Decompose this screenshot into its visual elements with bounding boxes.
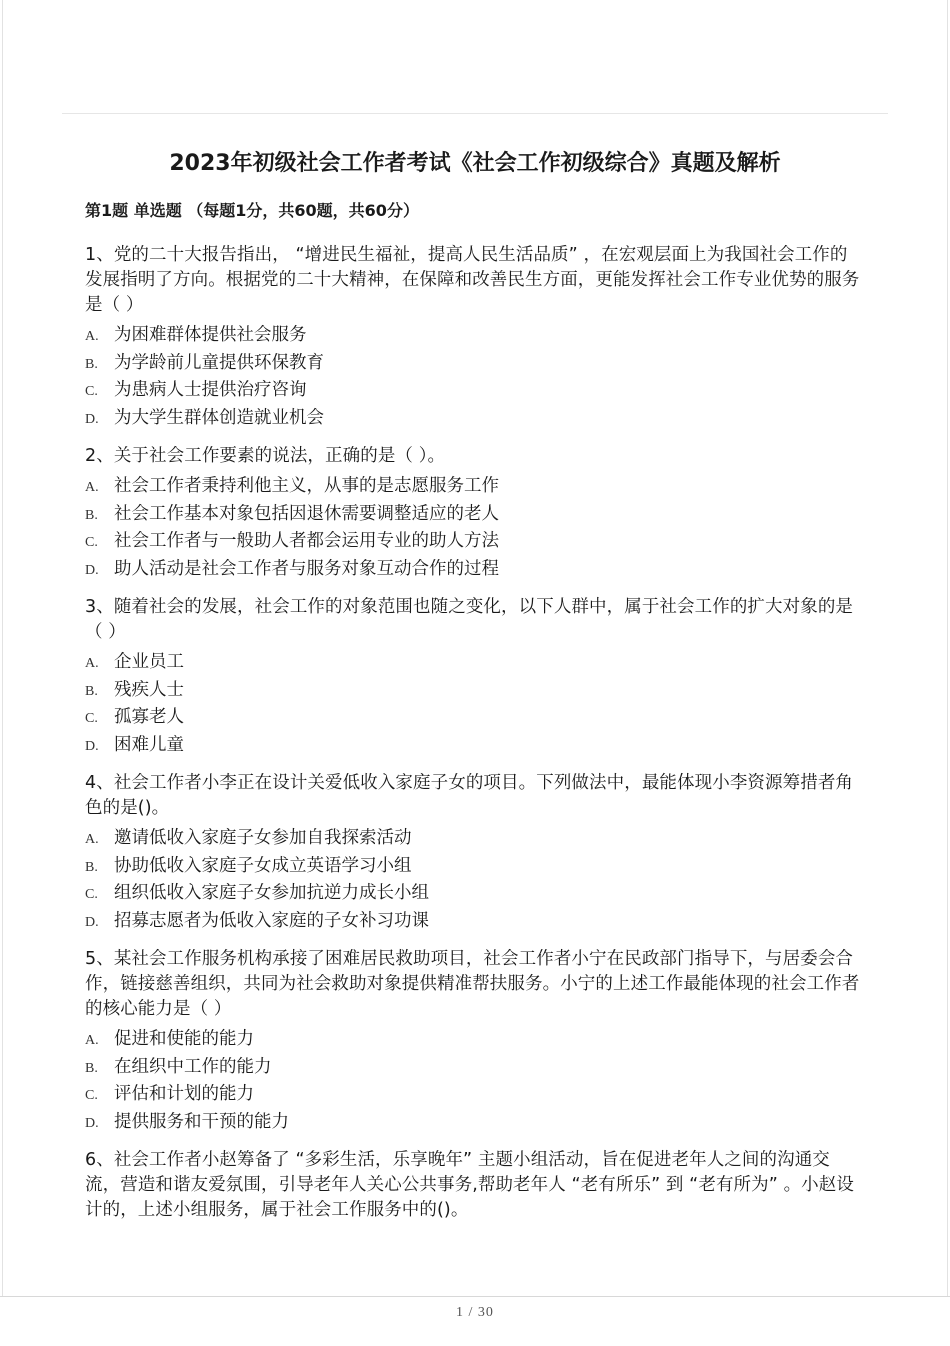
question-stem: 1、党的二十大报告指出， “增进民生福祉，提高人民生活品质” ，在宏观层面上为我国社会工作的发展指明了方向。根据党的二十大精神，在保障和改善民生方面，更能发挥社会工作专业优势的服务是（ ） xyxy=(85,245,860,315)
question-2 xyxy=(85,444,865,583)
option-letter: C. xyxy=(85,711,98,726)
option-b xyxy=(85,677,865,705)
header-divider xyxy=(62,113,888,114)
option-letter: A. xyxy=(85,1033,99,1048)
footer-divider xyxy=(0,1296,950,1297)
option-text: 残疾人士 xyxy=(114,679,184,700)
option-text: 为困难群体提供社会服务 xyxy=(114,325,307,345)
option-letter: B. xyxy=(85,356,98,372)
option-c xyxy=(85,1081,865,1109)
option-letter: C. xyxy=(85,384,98,399)
option-letter: A. xyxy=(85,656,99,671)
question-list xyxy=(85,243,865,1227)
question-6 xyxy=(85,1148,865,1223)
option-b xyxy=(85,350,865,378)
question-stem: 3、随着社会的发展，社会工作的对象范围也随之变化，以下人群中，属于社会工作的扩大对象的是（ ） xyxy=(85,597,854,642)
option-a xyxy=(85,649,865,677)
option-letter: B. xyxy=(85,507,98,523)
question-4 xyxy=(85,771,865,935)
option-text: 提供服务和干预的能力 xyxy=(114,1111,289,1132)
option-c xyxy=(85,528,865,556)
option-text: 评估和计划的能力 xyxy=(114,1084,254,1104)
option-d xyxy=(85,1109,865,1137)
option-c xyxy=(85,377,865,405)
option-text: 社会工作者秉持利他主义，从事的是志愿服务工作 xyxy=(114,476,499,496)
question-stem: 6、社会工作者小赵筹备了 “多彩生活，乐享晚年” 主题小组活动，旨在促进老年人之间的沟通交流，营造和谐友爱氛围，引导老年人关心公共事务,帮助老年人 “老有所乐” 到 “老有所为” 。小赵设计的，上述小组服务，属于社会工作服务中的()。 xyxy=(85,1150,854,1220)
question-stem: 4、社会工作者小李正在设计关爱低收入家庭子女的项目。下列做法中，最能体现小李资源筹措者角色的是()。 xyxy=(85,773,854,818)
option-a xyxy=(85,825,865,853)
question-3 xyxy=(85,595,865,759)
option-text: 招募志愿者为低收入家庭的子女补习功课 xyxy=(114,910,429,931)
document-title: 2023年初级社会工作者考试《社会工作初级综合》真题及解析 xyxy=(169,151,781,176)
option-text: 邀请低收入家庭子女参加自我探索活动 xyxy=(114,828,412,848)
option-d xyxy=(85,556,865,584)
option-letter: A. xyxy=(85,480,99,495)
option-a xyxy=(85,322,865,350)
question-stem: 5、某社会工作服务机构承接了困难居民救助项目，社会工作者小宁在民政部门指导下，与居委会合作，链接慈善组织，共同为社会救助对象提供精准帮扶服务。小宁的上述工作最能体现的社会工作者的核心能力是（ ） xyxy=(85,949,860,1019)
option-text: 协助低收入家庭子女成立英语学习小组 xyxy=(114,855,412,876)
option-b xyxy=(85,853,865,881)
option-text: 为大学生群体创造就业机会 xyxy=(114,407,324,428)
option-text: 促进和使能的能力 xyxy=(114,1029,254,1049)
option-c xyxy=(85,704,865,732)
section-heading: 第1题 单选题 （每题1分，共60题，共60分） xyxy=(85,201,419,220)
page-number: 1 / 30 xyxy=(456,1305,494,1320)
question-1 xyxy=(85,243,865,432)
option-text: 企业员工 xyxy=(114,652,184,672)
option-letter: C. xyxy=(85,887,98,902)
option-text: 为患病人士提供治疗咨询 xyxy=(114,380,307,400)
option-letter: D. xyxy=(85,562,99,578)
option-letter: C. xyxy=(85,1088,98,1103)
option-letter: D. xyxy=(85,914,99,930)
option-text: 为学龄前儿童提供环保教育 xyxy=(114,352,324,373)
option-text: 组织低收入家庭子女参加抗逆力成长小组 xyxy=(114,883,429,903)
option-b xyxy=(85,1054,865,1082)
option-b xyxy=(85,501,865,529)
option-letter: A. xyxy=(85,329,99,344)
option-text: 在组织中工作的能力 xyxy=(114,1056,272,1077)
option-letter: B. xyxy=(85,1060,98,1076)
option-letter: D. xyxy=(85,1115,99,1131)
question-5 xyxy=(85,947,865,1136)
option-text: 孤寡老人 xyxy=(114,707,184,727)
option-d xyxy=(85,908,865,936)
option-letter: A. xyxy=(85,832,99,847)
option-text: 困难儿童 xyxy=(114,734,184,755)
option-letter: C. xyxy=(85,535,98,550)
option-a xyxy=(85,473,865,501)
option-text: 助人活动是社会工作者与服务对象互动合作的过程 xyxy=(114,558,499,579)
option-text: 社会工作基本对象包括因退休需要调整适应的老人 xyxy=(114,503,499,524)
option-d xyxy=(85,405,865,433)
option-letter: D. xyxy=(85,411,99,427)
option-d xyxy=(85,732,865,760)
question-stem: 2、关于社会工作要素的说法，正确的是（ ）。 xyxy=(85,446,446,466)
option-c xyxy=(85,880,865,908)
option-a xyxy=(85,1026,865,1054)
option-letter: D. xyxy=(85,738,99,754)
option-letter: B. xyxy=(85,859,98,875)
option-text: 社会工作者与一般助人者都会运用专业的助人方法 xyxy=(114,531,499,551)
option-letter: B. xyxy=(85,683,98,699)
